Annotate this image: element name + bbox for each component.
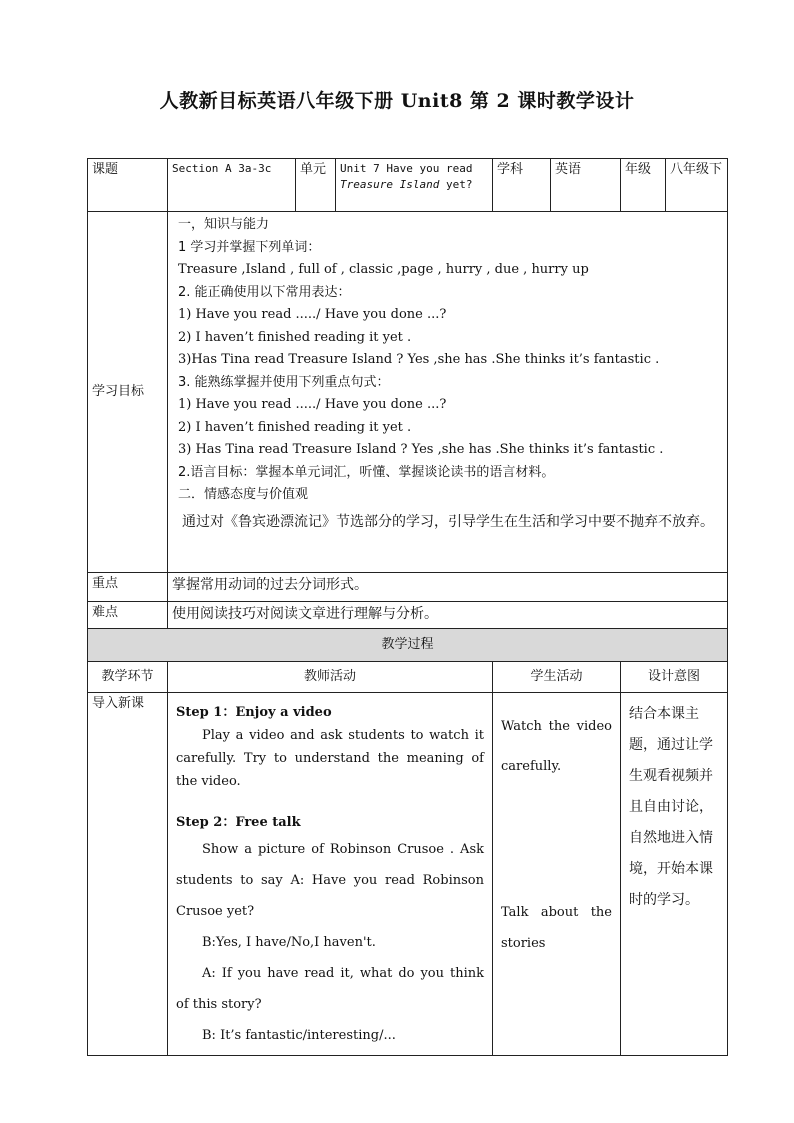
- key-point-label: 重点: [88, 573, 168, 602]
- difficulty-label: 难点: [88, 602, 168, 629]
- objective-line: 3. 能熟练掌握并使用下列重点句式：: [178, 374, 390, 390]
- step2-line: B: It’s fantastic/interesting/...: [202, 1028, 396, 1043]
- unit-value-line2-end: yet?: [439, 177, 473, 191]
- objective-line: 二．情感态度与价值观: [178, 487, 309, 502]
- step2-title: Step 2：Free talk: [176, 815, 301, 830]
- objective-line: 1) Have you read ...../ Have you done ...?: [178, 307, 447, 322]
- col-stage: 教学环节: [88, 662, 168, 693]
- objectives-row: [88, 212, 728, 573]
- unit-label: 单元: [296, 159, 336, 212]
- process-title: 教学过程: [88, 629, 728, 662]
- student-activity: [493, 693, 621, 1056]
- objective-line: 3) Has Tina read Treasure Island ? Yes ,she has .She thinks it’s fantastic .: [178, 442, 664, 457]
- step1-text: Play a video and ask students to watch it carefully. Try to understand the meaning of the video.: [176, 728, 484, 789]
- subject-value: 英语: [551, 159, 621, 212]
- objective-line: 2) I haven’t finished reading it yet .: [178, 329, 412, 345]
- grade-value: 八年级下: [666, 159, 728, 212]
- key-point-row: [88, 573, 728, 602]
- objective-line: 1 学习并掌握下列单词：: [178, 239, 321, 255]
- stage-name: 导入新课: [88, 693, 168, 1056]
- teacher-activity: [168, 693, 493, 1056]
- objective-line: Treasure ,Island , full of , classic ,page , hurry , due , hurry up: [178, 262, 589, 277]
- objectives-content: [168, 212, 728, 573]
- objectives-label: 学习目标: [88, 212, 168, 573]
- topic-value: Section A 3a-3c: [168, 159, 296, 212]
- student-activity-1: Watch the video carefully.: [501, 719, 612, 774]
- process-row-intro: [88, 693, 728, 1056]
- col-intent: 设计意图: [621, 662, 728, 693]
- lesson-plan-table: [87, 158, 728, 1056]
- objective-line: 一，知识与能力: [178, 217, 270, 232]
- objective-line: 2. 能正确使用以下常用表达：: [178, 284, 351, 300]
- unit-value: [336, 159, 493, 212]
- process-title-row: [88, 629, 728, 662]
- step2-line: A: If you have read it, what do you think of this story?: [176, 966, 484, 1012]
- col-student: 学生活动: [493, 662, 621, 693]
- objective-line: 2.语言目标：掌握本单元词汇，听懂、掌握谈论读书的语言材料。: [178, 464, 555, 480]
- design-intent: 结合本课主题，通过让学生观看视频并且自由讨论，自然地进入情境，开始本课时的学习。: [621, 693, 728, 1056]
- unit-book-title: Treasure Island: [340, 177, 440, 191]
- objective-line: 3)Has Tina read Treasure Island ? Yes ,she has .She thinks it’s fantastic .: [178, 352, 660, 367]
- process-header-row: [88, 662, 728, 693]
- subject-label: 学科: [493, 159, 551, 212]
- step2-line: Show a picture of Robinson Crusoe . Ask students to say A: Have you read Robinson Crusoe yet?: [176, 842, 484, 919]
- objective-line: 2) I haven’t finished reading it yet .: [178, 419, 412, 435]
- header-row: [88, 159, 728, 212]
- difficulty-row: [88, 602, 728, 629]
- unit-value-line1: Unit 7 Have you read: [340, 162, 473, 175]
- step1-title: Step 1：Enjoy a video: [176, 705, 332, 720]
- step2-line: B:Yes, I have/No,I haven't.: [202, 935, 376, 950]
- key-point-value: 掌握常用动词的过去分词形式。: [168, 573, 728, 602]
- difficulty-value: 使用阅读技巧对阅读文章进行理解与分析。: [168, 602, 728, 629]
- objective-line: 通过对《鲁宾逊漂流记》节选部分的学习，引导学生在生活和学习中要不抛弃不放弃。: [182, 513, 714, 530]
- grade-label: 年级: [621, 159, 666, 212]
- page-title: 人教新目标英语八年级下册 Unit8 第 2 课时教学设计: [159, 90, 635, 112]
- col-teacher: 教师活动: [168, 662, 493, 693]
- student-activity-2: Talk about the stories: [501, 905, 612, 951]
- objective-line: 1) Have you read ...../ Have you done ...?: [178, 397, 447, 412]
- topic-label: 课题: [88, 159, 168, 212]
